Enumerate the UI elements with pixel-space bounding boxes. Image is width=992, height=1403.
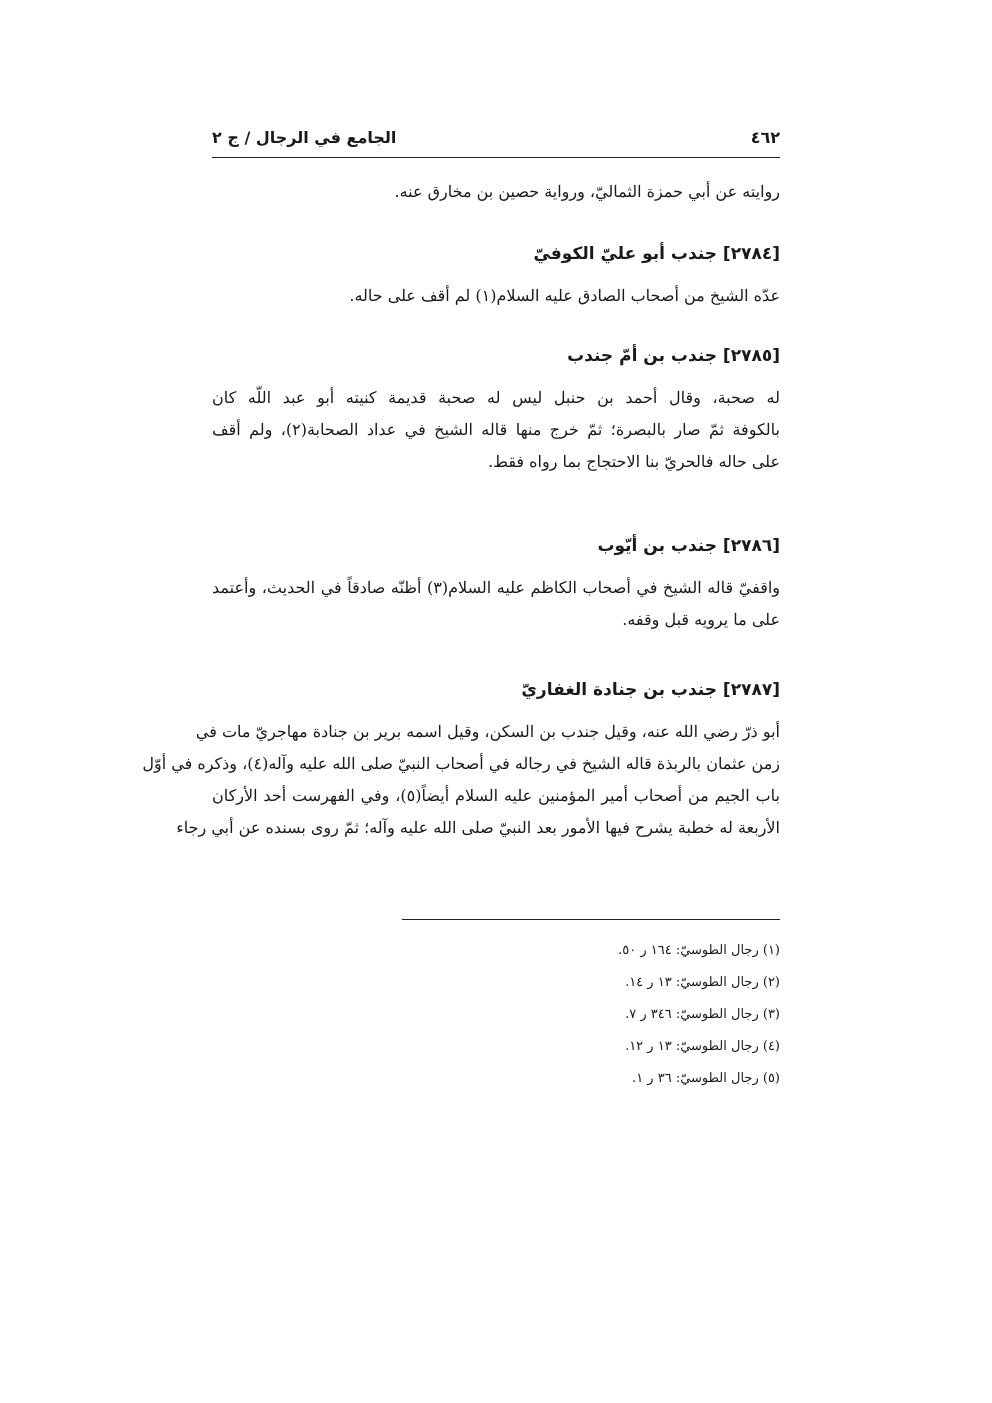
entry-line: له صحبة، وقال أحمد بن حنبل ليس له صحبة قديمة كنيته أبو عبد اللّه كان	[212, 388, 780, 407]
page-number: ٤٦٢	[750, 127, 780, 147]
entry-line: على ما يرويه قبل وقفه.	[622, 610, 780, 629]
entry-line: الأربعة له خطبة يشرح فيها الأمور بعد النبيّ صلى الله عليه وآله؛ ثمّ روى بسنده عن أبي رجاء	[176, 818, 780, 837]
footnote: (٣) رجال الطوسيّ: ٣٤٦ ر ٧.	[625, 1007, 780, 1022]
entry-line: على حاله فالحريّ بنا الاحتجاج بما رواه فقط.	[488, 452, 780, 471]
entry-body-2784	[212, 280, 780, 312]
header-divider	[212, 157, 780, 158]
intro-line: روايته عن أبي حمزة الثماليّ، ورواية حصين بن مخارق عنه.	[394, 182, 780, 201]
footnote: (١) رجال الطوسيّ: ١٦٤ ر ٥٠.	[618, 943, 780, 958]
footnote: (٢) رجال الطوسيّ: ١٣ ر ١٤.	[625, 975, 780, 990]
entry-heading-2785: [٢٧٨٥] جندب بن أمّ جندب	[567, 346, 780, 366]
entry-line: بالكوفة ثمّ صار بالبصرة؛ ثمّ خرج منها قاله الشيخ في عداد الصحابة(٢)، ولم أقف	[212, 420, 780, 439]
footnotes	[212, 935, 780, 1095]
entry-body-2787	[142, 716, 781, 844]
footnote: (٥) رجال الطوسيّ: ٣٦ ر ١.	[632, 1071, 780, 1086]
entry-heading-2784: [٢٧٨٤] جندب أبو عليّ الكوفيّ	[533, 244, 780, 264]
page-header	[212, 122, 780, 152]
entry-body-2785	[212, 382, 780, 478]
entry-body-2786	[212, 572, 780, 636]
footnote-divider	[402, 919, 780, 920]
entry-heading-2786: [٢٧٨٦] جندب بن أيّوب	[597, 536, 780, 556]
book-title: الجامع في الرجال / ج ٢	[212, 127, 397, 147]
entry-line: أبو ذرّ رضي الله عنه، وقيل جندب بن السكن، وقيل اسمه برير بن جنادة مهاجريّ مات في	[195, 722, 780, 741]
entry-line: واقفيّ قاله الشيخ في أصحاب الكاظم عليه السلام(٣) أظنّه صادقاً في الحديث، وأعتمد	[212, 578, 781, 597]
entry-line: باب الجيم من أصحاب أمير المؤمنين عليه السلام أيضاً(٥)، وفي الفهرست أحد الأركان	[212, 786, 781, 805]
footnote: (٤) رجال الطوسيّ: ١٣ ر ١٢.	[625, 1039, 780, 1054]
intro-paragraph	[212, 176, 780, 208]
entry-line: عدّه الشيخ من أصحاب الصادق عليه السلام(١) لم أقف على حاله.	[349, 286, 780, 305]
entry-heading-2787: [٢٧٨٧] جندب بن جنادة الغفاريّ	[521, 680, 780, 700]
entry-line: زمن عثمان بالربذة قاله الشيخ في رجاله في أصحاب النبيّ صلى الله عليه وآله(٤)، وذكره في أوّل	[142, 754, 780, 773]
